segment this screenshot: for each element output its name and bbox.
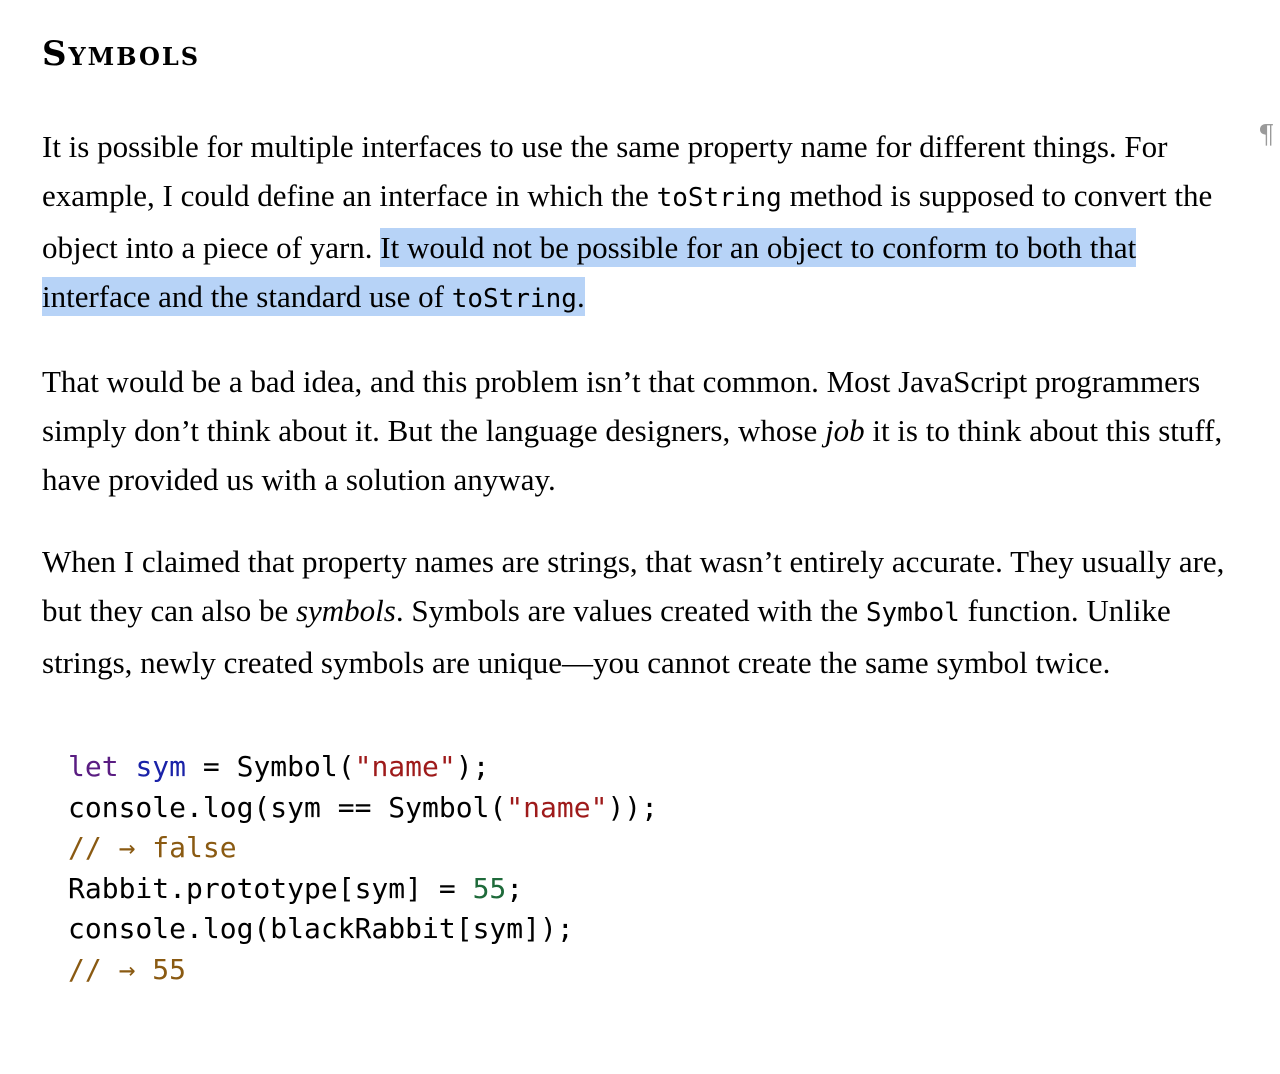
emphasis-job: job (824, 413, 865, 448)
selected-text-end: . (576, 279, 585, 314)
code-comment: // → 55 (68, 952, 187, 986)
code-string: "name" (506, 790, 608, 824)
section-heading: Symbols (42, 34, 201, 74)
emphasis-symbols: symbols (295, 593, 396, 628)
code-text: console.log(blackRabbit[sym]); (68, 912, 574, 945)
text-run: That would be a bad idea, and this problem isn’t that common. Most JavaScript programmers simply don’t think about it. But the language designers, whose (42, 364, 1201, 448)
code-text: ); (455, 750, 490, 783)
paragraph-bad-idea (42, 357, 1232, 504)
inline-code-tostring-selected: toString (451, 284, 577, 314)
text-run: . Symbols are values created with the (395, 593, 866, 628)
code-text: )); (607, 790, 659, 824)
code-comment: // → false (68, 831, 237, 864)
text-run: method is supposed to convert the object into a piece of yarn. (42, 178, 1213, 265)
text-run: When I claimed that property names are strings, that wasn’t entirely accurate. They usually are, but they can also be (42, 544, 1225, 628)
text-run: It is possible for multiple interfaces to use the same property name for different things. For example, I could define an interface in which the (42, 129, 1168, 213)
chapter-section (42, 0, 1242, 990)
code-text: = Symbol( (186, 750, 355, 783)
code-text: Rabbit.prototype[sym] = (68, 871, 473, 905)
text-run: it is to think about this stuff, have provided us with a solution anyway. (42, 413, 1223, 497)
paragraph-symbols (42, 537, 1232, 687)
inline-code-symbol: Symbol (865, 598, 960, 628)
code-number: 55 (472, 871, 507, 905)
code-text: console.log(sym == Symbol( (68, 790, 507, 824)
code-text: ; (506, 871, 524, 905)
code-variable: sym (135, 750, 187, 783)
selected-text-run: It would not be possible for an object to conform to both that interface and the standard use of (42, 230, 1137, 314)
code-example[interactable] (68, 747, 1242, 990)
paragraph-anchor-icon[interactable]: ¶ (1258, 120, 1275, 150)
code-string: "name" (354, 750, 456, 783)
text-run: function. Unlike strings, newly created symbols are unique—you cannot create the same symbol twice. (42, 593, 1171, 680)
inline-code-tostring: toString (656, 183, 782, 213)
code-keyword: let (68, 750, 119, 783)
paragraph-interfaces (42, 122, 1232, 324)
